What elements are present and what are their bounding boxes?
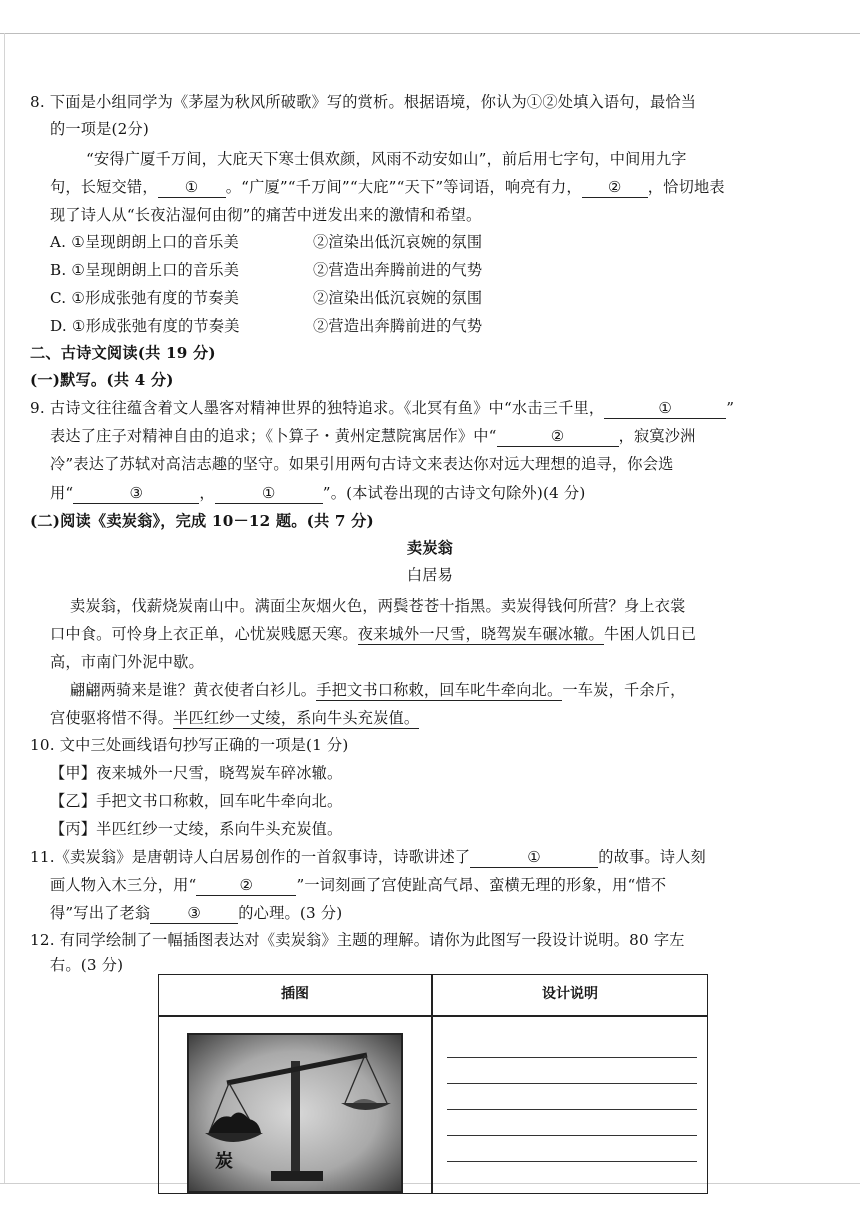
q8-blank-2[interactable]: ② [582,177,648,198]
q8-option-c[interactable] [50,286,239,310]
q11-blank-3[interactable]: ③ [150,903,238,924]
answer-line-1[interactable] [447,1057,697,1058]
page-left-edge [4,33,5,1183]
q9-line2 [50,424,696,448]
q9-text-1: 9. 古诗文往往蕴含着文人墨客对精神世界的独特追求。《北冥有鱼》中“水击三千里， [30,399,605,417]
q9-line3: 冷”表达了苏轼对高洁志趣的坚守。如果引用两句古诗文来表达你对远大理想的追寻，你会选 [50,455,674,473]
q11-text-2: 的故事。诗人刻 [598,848,706,866]
q8-passage-text-b: 。“广厦”“千万间”“大庇”“天下”等词语，响亮有力， [225,178,582,196]
answer-line-4[interactable] [447,1135,697,1136]
q11-text-5: 得”写出了老翁 [50,904,151,922]
q11-text-1: 11.《卖炭翁》是唐朝诗人白居易创作的一首叙事诗，诗歌讲述了 [30,848,471,866]
poem-underline-bing: 半匹红纱一丈绫，系向牛头充炭值。 [173,709,420,727]
poem-s1-line1: 卖炭翁，伐薪烧炭南山中。满面尘灰烟火色，两鬓苍苍十指黑。卖炭得钱何所营？身上衣裳 [70,597,686,615]
q9-blank-4[interactable]: ① [215,483,323,504]
q8-option-d-part1: D. ①形成张弛有度的节奏美 [50,317,240,335]
q9-blank-2[interactable]: ② [497,426,619,447]
illustration-label: 炭 [215,1151,233,1172]
poem-s1-text-b: 牛困人饥日已 [603,625,697,643]
q11-line2 [50,873,666,897]
poem-s2-line1 [70,678,686,702]
q8-option-d[interactable] [50,314,240,338]
q9-blank-1[interactable]: ① [604,398,726,419]
q9-text-3: ，寂寞沙洲 [618,427,696,445]
poem-author: 白居易 [406,566,454,584]
poem-s1-line2 [50,622,696,646]
table-column-divider [431,975,433,1193]
q9-text-2: 表达了庄子对精神自由的追求；《卜算子・黄州定慧院寓居作》中“ [50,427,497,445]
q8-option-b-part1: B. ①呈现朗朗上口的音乐美 [50,261,240,279]
q12-line1: 12. 有同学绘制了一幅插图表达对《卖炭翁》主题的理解。请你为此图写一段设计说明。80 字左 [30,931,685,949]
answer-line-2[interactable] [447,1083,697,1084]
q11-line1 [30,845,706,869]
table-header-design-note: 设计说明 [542,986,598,1002]
table-header-illustration: 插图 [281,986,309,1002]
poem-s1-line3: 高，市南门外泥中歇。 [50,653,204,671]
poem-underline-jia: 夜来城外一尺雪，晓驾炭车碾冰辙。 [357,625,604,643]
q11-line3 [50,901,342,925]
poem-underline-yi: 手把文书口称敕，回车叱牛牵向北。 [316,681,563,699]
section-2-2-heading: (二)阅读《卖炭翁》，完成 10－12 题。(共 7 分) [30,512,374,530]
q9-line4 [50,481,586,505]
section-2-1-heading: (一)默写。(共 4 分) [30,371,174,389]
q8-stem-line1: 8. 下面是小组同学为《茅屋为秋风所破歌》写的赏析。根据语境，你认为①②处填入语句，最恰当 [30,93,697,111]
q8-passage-line2 [50,175,725,199]
q10-option-yi[interactable]: 【乙】手把文书口称敕，回车叱牛牵向北。 [50,792,343,810]
design-table [158,974,708,1194]
scale-base [271,1171,323,1181]
q8-option-c-part2: ②渲染出低沉哀婉的氛围 [313,289,483,307]
q8-option-a-part2: ②渲染出低沉哀婉的氛围 [313,233,483,251]
q8-stem-line2: 的一项是(2分) [50,120,150,138]
q10-option-bing[interactable]: 【丙】半匹红纱一丈绫，系向牛头充炭值。 [50,820,343,838]
q11-blank-1[interactable]: ① [470,847,598,868]
q9-quote-close: ” [726,399,735,417]
q8-option-c-part1: C. ①形成张弛有度的节奏美 [50,289,240,307]
q8-blank-1[interactable]: ① [158,177,226,198]
q8-option-b[interactable] [50,258,239,282]
page-top-edge [0,33,860,34]
q11-text-4: ”一词刻画了宫使趾高气昂、蛮横无理的形象，用“惜不 [296,876,667,894]
q10-option-jia[interactable]: 【甲】夜来城外一尺雪，晓驾炭车碎冰辙。 [50,764,343,782]
table-header-divider [159,1015,707,1017]
q8-option-a-part1: A. ①呈现朗朗上口的音乐美 [50,233,239,251]
scale-illustration [187,1033,403,1193]
q9-text-5: ”。(本试卷出现的古诗文句除外)(4 分) [322,484,586,502]
q9-blank-3[interactable]: ③ [73,483,199,504]
answer-line-3[interactable] [447,1109,697,1110]
q10-stem: 10. 文中三处画线语句抄写正确的一项是(1 分) [30,736,349,754]
answer-line-5[interactable] [447,1161,697,1162]
q12-line2: 右。(3 分) [50,956,124,974]
poem-s2-text-c: 宫使驱将惜不得。 [50,709,174,727]
poem-s1-text-a: 口中食。可怜身上衣正单，心忧炭贱愿天寒。 [50,625,358,643]
q9-comma: ， [199,484,215,502]
q8-passage-line3: 现了诗人从“长夜沾湿何由彻”的痛苦中迸发出来的激情和希望。 [50,206,482,224]
q9-text-4: 用“ [50,484,74,502]
q11-text-6: 的心理。(3 分) [238,904,343,922]
q11-blank-2[interactable]: ② [196,875,296,896]
q8-option-b-part2: ②营造出奔腾前进的气势 [313,261,483,279]
poem-s2-text-a: 翩翩两骑来是谁？黄衣使者白衫儿。 [70,681,317,699]
q8-passage-text-c: ，恰切地表 [647,178,725,196]
q8-passage-line1: “安得广厦千万间，大庇天下寒士俱欢颜，风雨不动安如山”，前后用七字句，中间用九字 [86,150,687,168]
q8-passage-text-a: 句，长短交错， [50,178,158,196]
poem-s2-text-b: 一车炭，千余斤， [562,681,686,699]
q9-line1 [30,396,734,420]
section-2-heading: 二、古诗文阅读(共 19 分) [30,344,216,362]
q8-option-d-part2: ②营造出奔腾前进的气势 [313,317,483,335]
q8-option-a[interactable] [50,230,239,254]
scale-post [291,1061,300,1176]
poem-title: 卖炭翁 [406,539,454,557]
poem-s2-line2 [50,706,419,730]
q11-text-3: 画人物入木三分，用“ [50,876,197,894]
